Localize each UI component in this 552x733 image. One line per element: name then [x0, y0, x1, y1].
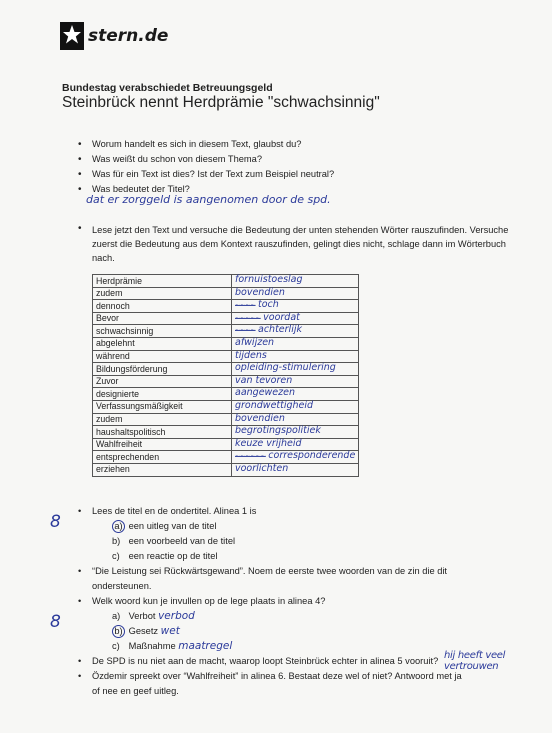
vocab-word: während: [93, 350, 232, 363]
intro-handwritten-answer: dat er zorggeld is aangenomen door de spd.: [86, 193, 331, 206]
vocab-translation-cell[interactable]: [232, 337, 359, 350]
table-row: [93, 451, 359, 464]
crossed-out-scribble: ~~~~~~: [235, 451, 266, 462]
table-row: [93, 375, 359, 388]
crossed-out-scribble: ~~~~~: [235, 312, 261, 323]
vocab-translation: fornuistoeslag: [235, 274, 303, 285]
intro-question: • Was für ein Text ist dies? Ist der Text zum Beispiel neutral?: [78, 167, 334, 182]
vocab-translation-cell[interactable]: [232, 438, 359, 451]
vocab-translation: bovendien: [235, 412, 285, 424]
vocab-translation: toch: [258, 299, 279, 311]
vocab-word: dennoch: [93, 300, 232, 313]
vocab-translation-cell[interactable]: [232, 426, 359, 439]
star-logo-icon: [60, 22, 84, 50]
vocab-translation-cell[interactable]: [232, 413, 359, 426]
option-letter: b): [112, 625, 125, 638]
stern-logo: [60, 22, 168, 50]
crossed-out-scribble: ~~~~: [235, 325, 256, 336]
table-row: [93, 363, 359, 376]
question-5-cont: of nee en geef uitleg.: [92, 686, 179, 696]
vocab-word: Verfassungsmäßigkeit: [93, 400, 232, 413]
article-title: Steinbrück nennt Herdprämie "schwachsinnig": [62, 94, 380, 111]
q4-handwritten-answer: hij heeft veel vertrouwen: [444, 650, 506, 672]
intro-question: • Worum handelt es sich in diesem Text, glaubst du?: [78, 137, 334, 152]
option-letter: c): [112, 551, 120, 561]
vocab-word: zudem: [93, 287, 232, 300]
table-row: [93, 312, 359, 325]
answer-option[interactable]: [78, 609, 508, 624]
option-letter: a): [112, 611, 121, 621]
vocab-translation-cell[interactable]: [232, 463, 359, 476]
answer-option[interactable]: [78, 549, 508, 564]
article-subtitle: Bundestag verabschiedet Betreuungsgeld: [62, 82, 273, 94]
instruction-bullet: •: [78, 223, 82, 234]
vocab-translation: voorlichten: [235, 462, 289, 474]
vocab-translation: tijdens: [235, 349, 267, 361]
vocab-translation-cell[interactable]: [232, 350, 359, 363]
vocab-word: designierte: [93, 388, 232, 401]
table-row: [93, 426, 359, 439]
vocab-translation: afwijzen: [235, 336, 275, 348]
vocab-translation-cell[interactable]: [232, 375, 359, 388]
intro-question: • Was bedeutet der Titel?: [78, 182, 334, 197]
option-text: Maßnahme: [128, 641, 176, 651]
intro-question-list: [78, 137, 334, 197]
option-text: een voorbeeld van de titel: [128, 536, 236, 546]
vocab-translation-cell[interactable]: [232, 388, 359, 401]
table-row: [93, 388, 359, 401]
vocab-translation: corresponderende: [268, 450, 356, 462]
vocab-translation-cell[interactable]: [232, 363, 359, 376]
option-text: Gesetz: [128, 626, 159, 636]
table-row: [93, 413, 359, 426]
option-handwritten-answer: wet: [160, 625, 180, 637]
vocab-word: entsprechenden: [93, 451, 232, 464]
answer-option[interactable]: [78, 624, 508, 639]
table-row: [93, 337, 359, 350]
table-row: [93, 463, 359, 476]
vocab-word: Wahlfreiheit: [93, 438, 232, 451]
question-3: • Welk woord kun je invullen op de lege plaats in alinea 4?: [78, 594, 508, 609]
option-letter: b): [112, 536, 121, 546]
vocab-translation-cell[interactable]: [232, 287, 359, 300]
option-text: een uitleg van de titel: [128, 521, 217, 531]
instruction-text: Lese jetzt den Text und versuche die Bedeutung der unten stehenden Wörter rauszufinden. Versuche zuerst die Bedeutung aus dem Kontext rauszufinden, gelingt dies nicht, schlage dann im Wörterbuch nach.: [92, 225, 509, 263]
question-2-cont: ondersteunen.: [92, 581, 152, 591]
option-text: Verbot: [128, 611, 156, 621]
vocab-translation: bovendien: [235, 286, 285, 298]
vocab-word: zudem: [93, 413, 232, 426]
vocab-word: haushaltspolitisch: [93, 426, 232, 439]
crossed-out-scribble: ~~~~: [235, 300, 256, 311]
vocab-translation: van tevoren: [235, 374, 293, 386]
vocab-translation-cell[interactable]: [232, 275, 359, 288]
vocab-word: Zuvor: [93, 375, 232, 388]
vocab-word: Bildungsförderung: [93, 363, 232, 376]
vocab-word: abgelehnt: [93, 337, 232, 350]
option-text: een reactie op de titel: [128, 551, 218, 561]
vocab-translation-cell[interactable]: [232, 400, 359, 413]
option-letter: a): [112, 520, 125, 533]
intro-question: • Was weißt du schon von diesem Thema?: [78, 152, 334, 167]
question-4: • De SPD is nu niet aan de macht, waarop loopt Steinbrück echter in alinea 5 vooruit?: [78, 654, 508, 669]
logo-text: stern.de: [88, 26, 169, 46]
vocab-word: erziehen: [93, 463, 232, 476]
question-1: • Lees de titel en de ondertitel. Alinea 1 is: [78, 504, 508, 519]
handwritten-score: 8: [50, 512, 61, 532]
vocab-translation: grondwettigheid: [235, 399, 314, 411]
vocab-translation: opleiding-stimulering: [235, 362, 336, 374]
answer-option[interactable]: [78, 534, 508, 549]
question-5: • Özdemir spreekt over “Wahlfreiheit” in alinea 6. Bestaat deze wel of niet? Antwoord met ja: [78, 669, 508, 684]
vocab-translation: aangewezen: [235, 387, 296, 399]
vocab-translation-cell[interactable]: [232, 325, 359, 338]
table-row: [93, 287, 359, 300]
handwritten-score: 8: [50, 612, 61, 632]
vocabulary-table: [92, 274, 359, 477]
table-row: [93, 300, 359, 313]
question-2: • “Die Leistung sei Rückwärtsgewand”. Noem de eerste twee woorden van de zin die dit: [78, 564, 508, 579]
vocab-translation: keuze vrijheid: [235, 437, 302, 449]
vocab-translation: begrotingspolitiek: [235, 425, 321, 437]
table-row: [93, 325, 359, 338]
table-row: [93, 438, 359, 451]
vocab-translation: achterlijk: [258, 324, 302, 336]
vocab-translation-cell[interactable]: [232, 451, 359, 464]
vocab-translation: voordat: [263, 311, 300, 323]
vocab-translation-cell[interactable]: [232, 300, 359, 313]
vocab-word: Herdprämie: [93, 275, 232, 288]
table-row: [93, 400, 359, 413]
vocab-word: Bevor: [93, 312, 232, 325]
table-row: [93, 350, 359, 363]
vocab-word: schwachsinnig: [93, 325, 232, 338]
option-handwritten-answer: verbod: [158, 610, 195, 622]
option-letter: c): [112, 641, 120, 651]
vocab-translation-cell[interactable]: [232, 312, 359, 325]
option-handwritten-answer: maatregel: [178, 640, 233, 652]
table-row: [93, 275, 359, 288]
answer-option[interactable]: [78, 519, 508, 534]
